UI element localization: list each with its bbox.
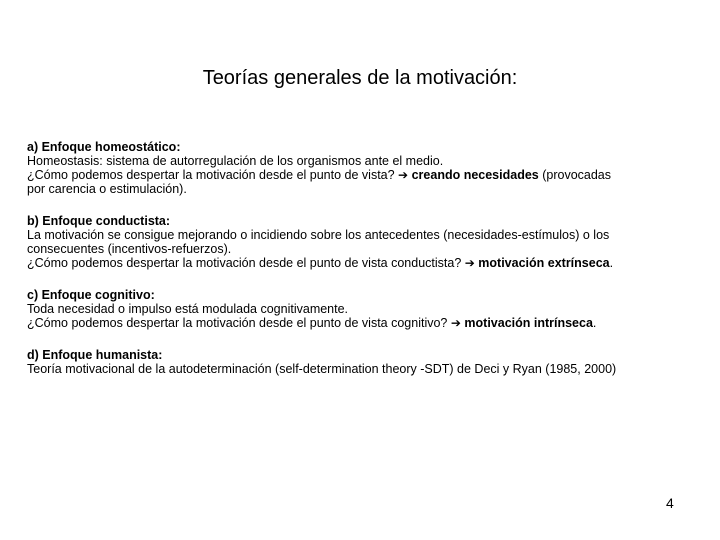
right-arrow-icon: ➔ (398, 168, 409, 182)
section-text: Teoría motivacional de la autodeterminación (self-determination theory -SDT) de Deci y Ryan (1985, 2000) (27, 362, 617, 376)
section-text: Homeostasis: sistema de autorregulación de los organismos ante el medio. (27, 154, 444, 168)
section-question (27, 316, 707, 330)
page-number: 4 (666, 495, 674, 511)
question-text-after: . (592, 316, 597, 330)
slide-content (27, 140, 707, 394)
section-question (27, 256, 707, 270)
question-answer: creando necesidades (411, 168, 539, 182)
section-text: La motivación se consigue mejorando o incidiendo sobre los antecedentes (necesidades-estímulos) o los (27, 228, 610, 242)
section-question (27, 168, 707, 182)
question-text: ¿Cómo podemos despertar la motivación desde el punto de vista conductista? (27, 256, 465, 270)
section-text-continuation: consecuentes (incentivos-refuerzos). (27, 242, 232, 256)
section-question-continuation: por carencia o estimulación). (27, 182, 187, 196)
section-behaviorist (27, 214, 707, 270)
question-text: ¿Cómo podemos despertar la motivación desde el punto de vista cognitivo? (27, 316, 451, 330)
section-heading: b) Enfoque conductista: (27, 214, 171, 228)
section-homeostatic (27, 140, 707, 196)
section-heading: a) Enfoque homeostático: (27, 140, 181, 154)
question-text: ¿Cómo podemos despertar la motivación desde el punto de vista? (27, 168, 399, 182)
section-heading: d) Enfoque humanista: (27, 348, 163, 362)
question-text-after: . (609, 256, 614, 270)
section-text: Toda necesidad o impulso está modulada cognitivamente. (27, 302, 349, 316)
section-heading: c) Enfoque cognitivo: (27, 288, 155, 302)
right-arrow-icon: ➔ (464, 256, 475, 270)
right-arrow-icon: ➔ (450, 316, 461, 330)
section-cognitive (27, 288, 707, 330)
question-text-after: (provocadas (538, 168, 612, 182)
question-answer: motivación extrínseca (478, 256, 610, 270)
slide-title: Teorías generales de la motivación: (202, 67, 518, 89)
question-answer: motivación intrínseca (464, 316, 593, 330)
section-humanist (27, 348, 707, 376)
